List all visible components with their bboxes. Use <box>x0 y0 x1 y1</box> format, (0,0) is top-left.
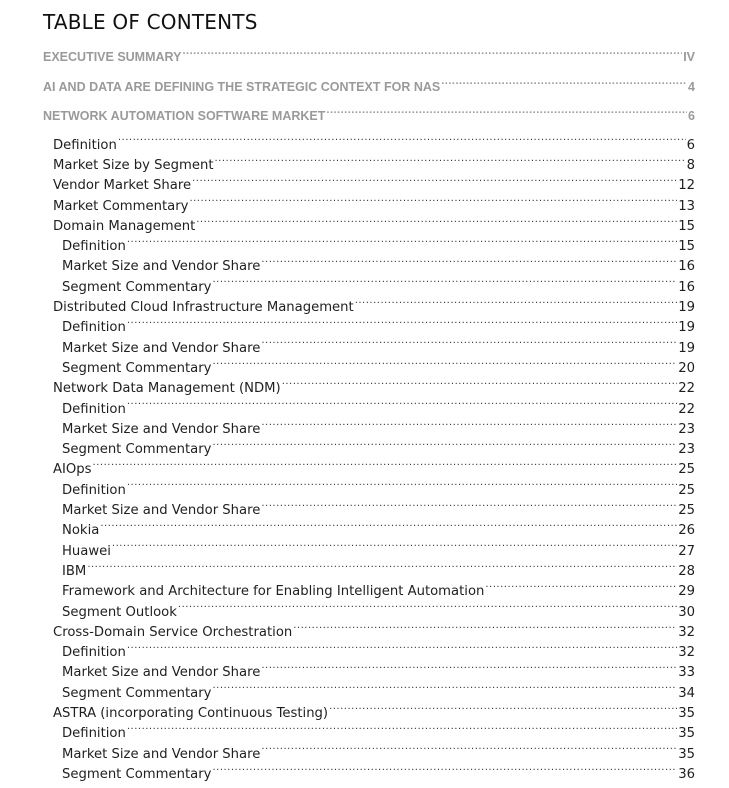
toc-dot-leader <box>93 460 678 473</box>
toc-dot-leader <box>178 602 677 615</box>
toc-entry[interactable] <box>43 298 695 318</box>
toc-entry-page-number: 20 <box>678 360 695 376</box>
toc-entry[interactable] <box>43 765 695 785</box>
toc-dot-leader <box>261 501 677 514</box>
toc-dot-leader <box>261 420 677 433</box>
toc-entry-page-number: 32 <box>678 645 695 661</box>
toc-dot-leader <box>326 108 687 121</box>
toc-entry-page-number: 25 <box>678 482 695 498</box>
toc-entry[interactable] <box>43 602 695 622</box>
toc-entry-label: Segment Commentary <box>62 442 212 458</box>
toc-entry[interactable] <box>43 440 695 460</box>
toc-entry[interactable] <box>43 521 695 541</box>
toc-entry-page-number: 15 <box>678 218 695 234</box>
toc-entry-label: Segment Commentary <box>62 766 212 782</box>
toc-entry[interactable] <box>43 318 695 338</box>
toc-entry-label: Segment Commentary <box>62 685 212 701</box>
toc-entry-label: Market Commentary <box>53 198 189 214</box>
toc-dot-leader <box>127 643 677 656</box>
toc-entry-page-number: 4 <box>688 79 695 94</box>
toc-entry-page-number: 23 <box>678 442 695 458</box>
toc-dot-leader <box>212 440 677 453</box>
toc-entry-label: Definition <box>62 401 126 417</box>
toc-entry-label: Market Size and Vendor Share <box>62 259 261 275</box>
toc-entry-page-number: 6 <box>686 137 695 153</box>
toc-entry-page-number: 33 <box>678 665 695 681</box>
toc-dot-leader <box>282 379 678 392</box>
toc-entry-page-number: 15 <box>678 239 695 255</box>
toc-dot-leader <box>87 562 677 575</box>
toc-dot-leader <box>261 257 677 270</box>
toc-entry[interactable] <box>43 399 695 419</box>
toc-dot-leader <box>261 744 677 757</box>
toc-entry-label: Definition <box>62 239 126 255</box>
toc-dot-leader <box>182 49 682 62</box>
toc-entry[interactable] <box>43 359 695 379</box>
toc-dot-leader <box>196 217 677 230</box>
toc-entry-label: Market Size and Vendor Share <box>62 503 261 519</box>
toc-entry[interactable] <box>43 541 695 561</box>
toc-dot-leader <box>261 663 677 676</box>
toc-entry-label: Huawei <box>62 543 111 559</box>
toc-entry[interactable] <box>43 582 695 602</box>
toc-entry[interactable] <box>43 663 695 683</box>
toc-dot-leader <box>293 623 677 636</box>
toc-entry-label: Market Size and Vendor Share <box>62 746 261 762</box>
toc-entry-label: Nokia <box>62 523 100 539</box>
toc-entry[interactable] <box>43 501 695 521</box>
toc-entry-page-number: 30 <box>678 604 695 620</box>
toc-entry-label: EXECUTIVE SUMMARY <box>43 50 182 64</box>
toc-entry[interactable] <box>43 704 695 724</box>
toc-entry-label: Definition <box>62 320 126 336</box>
toc-list <box>43 47 695 785</box>
toc-dot-leader <box>485 582 677 595</box>
toc-entry-label: Domain Management <box>53 218 196 234</box>
toc-entry-page-number: 35 <box>678 726 695 742</box>
toc-entry[interactable] <box>43 379 695 399</box>
toc-entry-page-number: 16 <box>678 259 695 275</box>
toc-entry-page-number: 36 <box>678 766 695 782</box>
toc-dot-leader <box>127 399 677 412</box>
toc-dot-leader <box>215 156 686 169</box>
toc-entry-label: AIOps <box>53 462 92 478</box>
toc-entry-page-number: 27 <box>678 543 695 559</box>
toc-entry-label: ASTRA (incorporating Continuous Testing) <box>53 706 329 721</box>
toc-entry[interactable] <box>43 77 695 107</box>
toc-entry[interactable] <box>43 623 695 643</box>
toc-entry-page-number: 22 <box>678 381 695 397</box>
toc-entry-page-number: 32 <box>678 624 695 640</box>
toc-entry-label: Vendor Market Share <box>53 178 192 194</box>
toc-entry[interactable] <box>43 460 695 480</box>
page-title: TABLE OF CONTENTS <box>43 10 258 34</box>
toc-entry[interactable] <box>43 338 695 358</box>
toc-dot-leader <box>212 278 677 291</box>
toc-entry[interactable] <box>43 724 695 744</box>
toc-entry[interactable] <box>43 684 695 704</box>
toc-entry[interactable] <box>43 257 695 277</box>
toc-entry-label: Distributed Cloud Infrastructure Management <box>53 300 354 316</box>
toc-entry-page-number: 16 <box>678 279 695 295</box>
toc-entry[interactable] <box>43 106 695 136</box>
toc-entry-label: Network Data Management (NDM) <box>53 381 281 397</box>
toc-entry-label: Definition <box>62 726 126 742</box>
toc-dot-leader <box>189 196 677 209</box>
toc-entry-label: Segment Commentary <box>62 360 212 376</box>
toc-entry-label: AI AND DATA ARE DEFINING THE STRATEGIC CONTEXT FOR NAS <box>43 79 441 94</box>
toc-entry-page-number: 25 <box>678 462 695 478</box>
toc-entry-page-number: 22 <box>678 401 695 417</box>
toc-entry-label: Cross-Domain Service Orchestration <box>53 624 293 640</box>
toc-entry[interactable] <box>43 237 695 257</box>
toc-dot-leader <box>127 724 677 737</box>
toc-entry-label: Definition <box>53 137 117 153</box>
toc-entry-page-number: 35 <box>678 706 695 721</box>
toc-entry-page-number: 19 <box>678 300 695 316</box>
toc-entry-label: Market Size and Vendor Share <box>62 340 261 356</box>
toc-entry-page-number: 12 <box>678 178 695 194</box>
toc-entry[interactable] <box>43 420 695 440</box>
toc-entry-label: Segment Commentary <box>62 279 212 295</box>
toc-entry-page-number: 34 <box>678 685 695 701</box>
toc-dot-leader <box>118 136 686 149</box>
toc-dot-leader <box>192 176 677 189</box>
toc-dot-leader <box>212 765 677 778</box>
toc-entry[interactable] <box>43 744 695 764</box>
toc-entry-page-number: 26 <box>678 523 695 539</box>
toc-entry-page-number: 28 <box>678 563 695 579</box>
toc-entry-label: IBM <box>62 563 87 579</box>
toc-entry[interactable] <box>43 156 695 176</box>
toc-dot-leader <box>261 338 677 351</box>
toc-entry-page-number: 35 <box>678 746 695 762</box>
toc-entry[interactable] <box>43 643 695 663</box>
toc-entry[interactable] <box>43 481 695 501</box>
toc-entry[interactable] <box>43 176 695 196</box>
toc-entry-label: Segment Outlook <box>62 604 177 620</box>
toc-entry[interactable] <box>43 562 695 582</box>
toc-dot-leader <box>212 684 677 697</box>
toc-entry[interactable] <box>43 278 695 298</box>
toc-dot-leader <box>127 237 677 250</box>
toc-dot-leader <box>100 521 677 534</box>
toc-entry-page-number: 19 <box>678 340 695 356</box>
toc-entry-label: Framework and Architecture for Enabling Intelligent Automation <box>62 584 485 600</box>
toc-entry-label: Definition <box>62 645 126 661</box>
toc-entry[interactable] <box>43 136 695 156</box>
toc-entry-page-number: 13 <box>678 198 695 214</box>
toc-entry-label: NETWORK AUTOMATION SOFTWARE MARKET <box>43 109 326 123</box>
toc-entry-label: Market Size and Vendor Share <box>62 665 261 681</box>
toc-entry-page-number: IV <box>683 50 695 64</box>
toc-entry-page-number: 23 <box>678 421 695 437</box>
toc-dot-leader <box>127 481 677 494</box>
toc-entry-page-number: 29 <box>678 584 695 600</box>
toc-entry-page-number: 19 <box>678 320 695 336</box>
toc-entry-label: Market Size by Segment <box>53 157 214 173</box>
toc-entry-page-number: 8 <box>686 157 695 173</box>
toc-entry-page-number: 25 <box>678 503 695 519</box>
toc-dot-leader <box>329 704 677 717</box>
toc-page <box>43 8 695 785</box>
toc-entry-page-number: 6 <box>688 109 695 123</box>
toc-entry-label: Market Size and Vendor Share <box>62 421 261 437</box>
toc-entry[interactable] <box>43 196 695 216</box>
toc-dot-leader <box>112 541 677 554</box>
toc-dot-leader <box>441 78 687 91</box>
toc-dot-leader <box>127 318 677 331</box>
toc-entry[interactable] <box>43 217 695 237</box>
toc-dot-leader <box>212 359 677 372</box>
toc-dot-leader <box>355 298 678 311</box>
toc-entry[interactable] <box>43 47 695 77</box>
toc-entry-label: Definition <box>62 482 126 498</box>
